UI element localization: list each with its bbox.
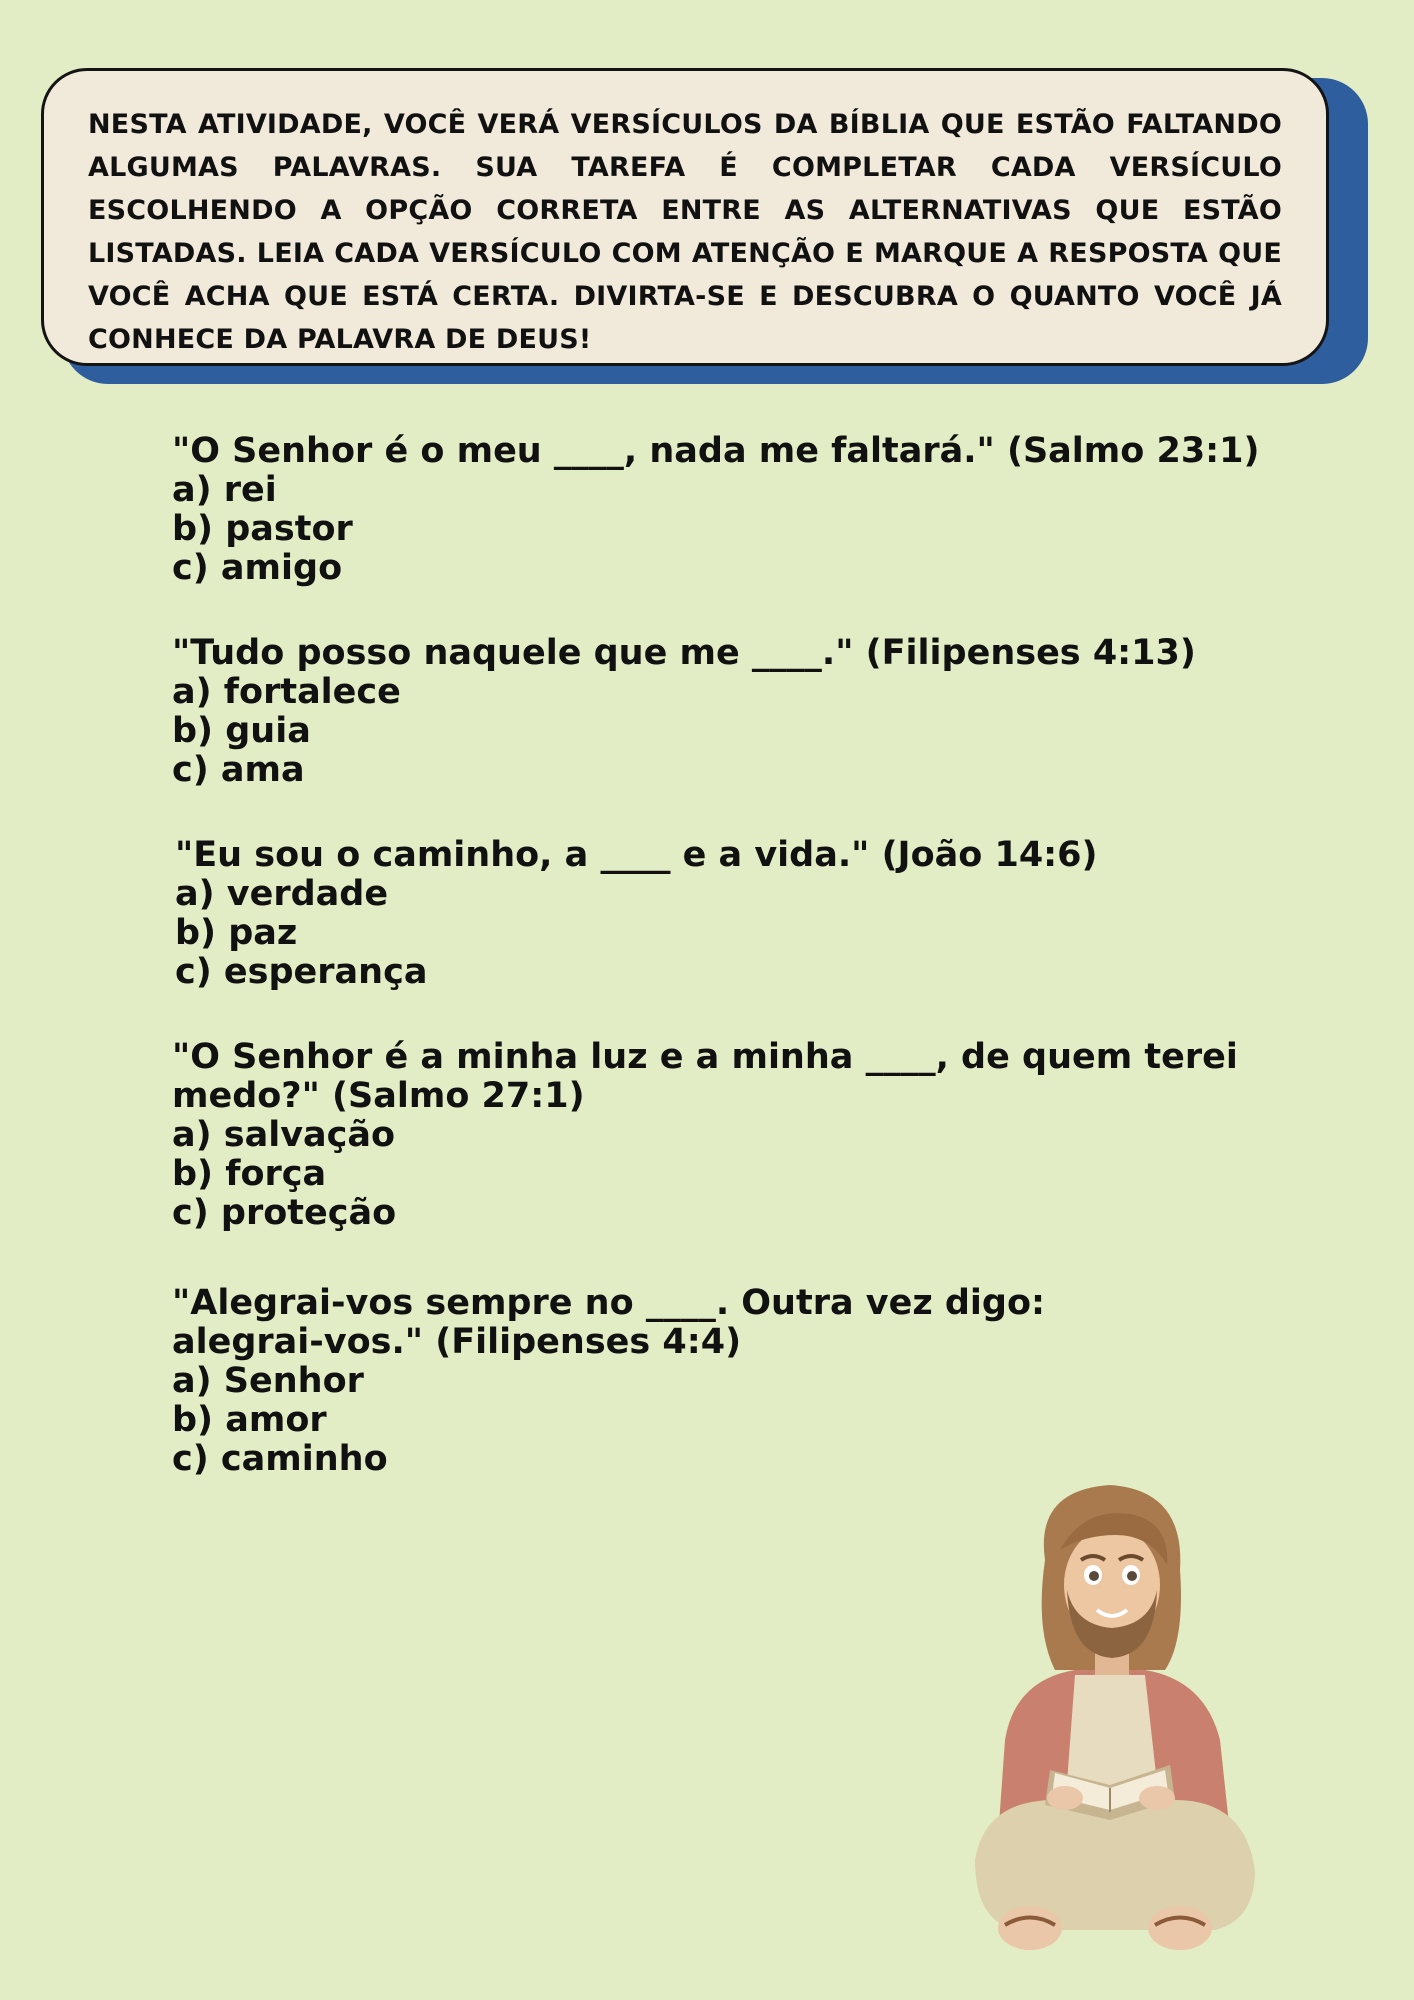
option-c[interactable]: c) ama <box>172 750 305 790</box>
option-b[interactable]: b) guia <box>172 711 311 751</box>
verse-text: "Eu sou o caminho, a ____ e a vida." (João 14:6) <box>175 835 1098 875</box>
verse-text: "O Senhor é o meu ____, nada me faltará." (Salmo 23:1) <box>172 431 1260 471</box>
option-b[interactable]: b) amor <box>172 1400 327 1440</box>
option-a[interactable]: a) rei <box>172 470 277 510</box>
verse-text-line-2: alegrai-vos." (Filipenses 4:4) <box>172 1322 742 1362</box>
intro-box <box>41 68 1329 366</box>
question-5 <box>172 1284 1302 1479</box>
jesus-reading-book-illustration <box>935 1480 1275 1960</box>
option-a[interactable]: a) salvação <box>172 1115 396 1155</box>
option-a[interactable]: a) verdade <box>175 874 389 914</box>
option-c[interactable]: c) proteção <box>172 1193 397 1233</box>
option-c[interactable]: c) amigo <box>172 548 343 588</box>
question-1 <box>172 432 1302 588</box>
option-b[interactable]: b) pastor <box>172 509 353 549</box>
question-3 <box>175 836 1305 992</box>
question-4 <box>172 1038 1302 1233</box>
verse-text-line-1: "O Senhor é a minha luz e a minha ____, de quem terei <box>172 1037 1238 1077</box>
option-c[interactable]: c) esperança <box>175 952 428 992</box>
verse-text-line-2: medo?" (Salmo 27:1) <box>172 1076 585 1116</box>
intro-text: NESTA ATIVIDADE, VOCÊ VERÁ VERSÍCULOS DA BÍBLIA QUE ESTÃO FALTANDO ALGUMAS PALAVRAS. SUA TAREFA É COMPLETAR CADA VERSÍCULO ESCOLHENDO A OPÇÃO CORRETA ENTRE AS ALTERNATIVAS QUE ESTÃO LISTADAS. LEIA CADA VERSÍCULO COM ATENÇÃO E MARQUE A RESPOSTA QUE VOCÊ ACHA QUE ESTÁ CERTA. DIVIRTA-SE E DESCUBRA O QUANTO VOCÊ JÁ CONHECE DA PALAVRA DE DEUS! <box>88 109 1282 355</box>
option-a[interactable]: a) fortalece <box>172 672 401 712</box>
option-c[interactable]: c) caminho <box>172 1439 388 1479</box>
question-2 <box>172 634 1302 790</box>
verse-text: "Tudo posso naquele que me ____." (Filipenses 4:13) <box>172 633 1196 673</box>
option-b[interactable]: b) força <box>172 1154 327 1194</box>
verse-text-line-1: "Alegrai-vos sempre no ____. Outra vez digo: <box>172 1283 1046 1323</box>
option-b[interactable]: b) paz <box>175 913 298 953</box>
option-a[interactable]: a) Senhor <box>172 1361 364 1401</box>
